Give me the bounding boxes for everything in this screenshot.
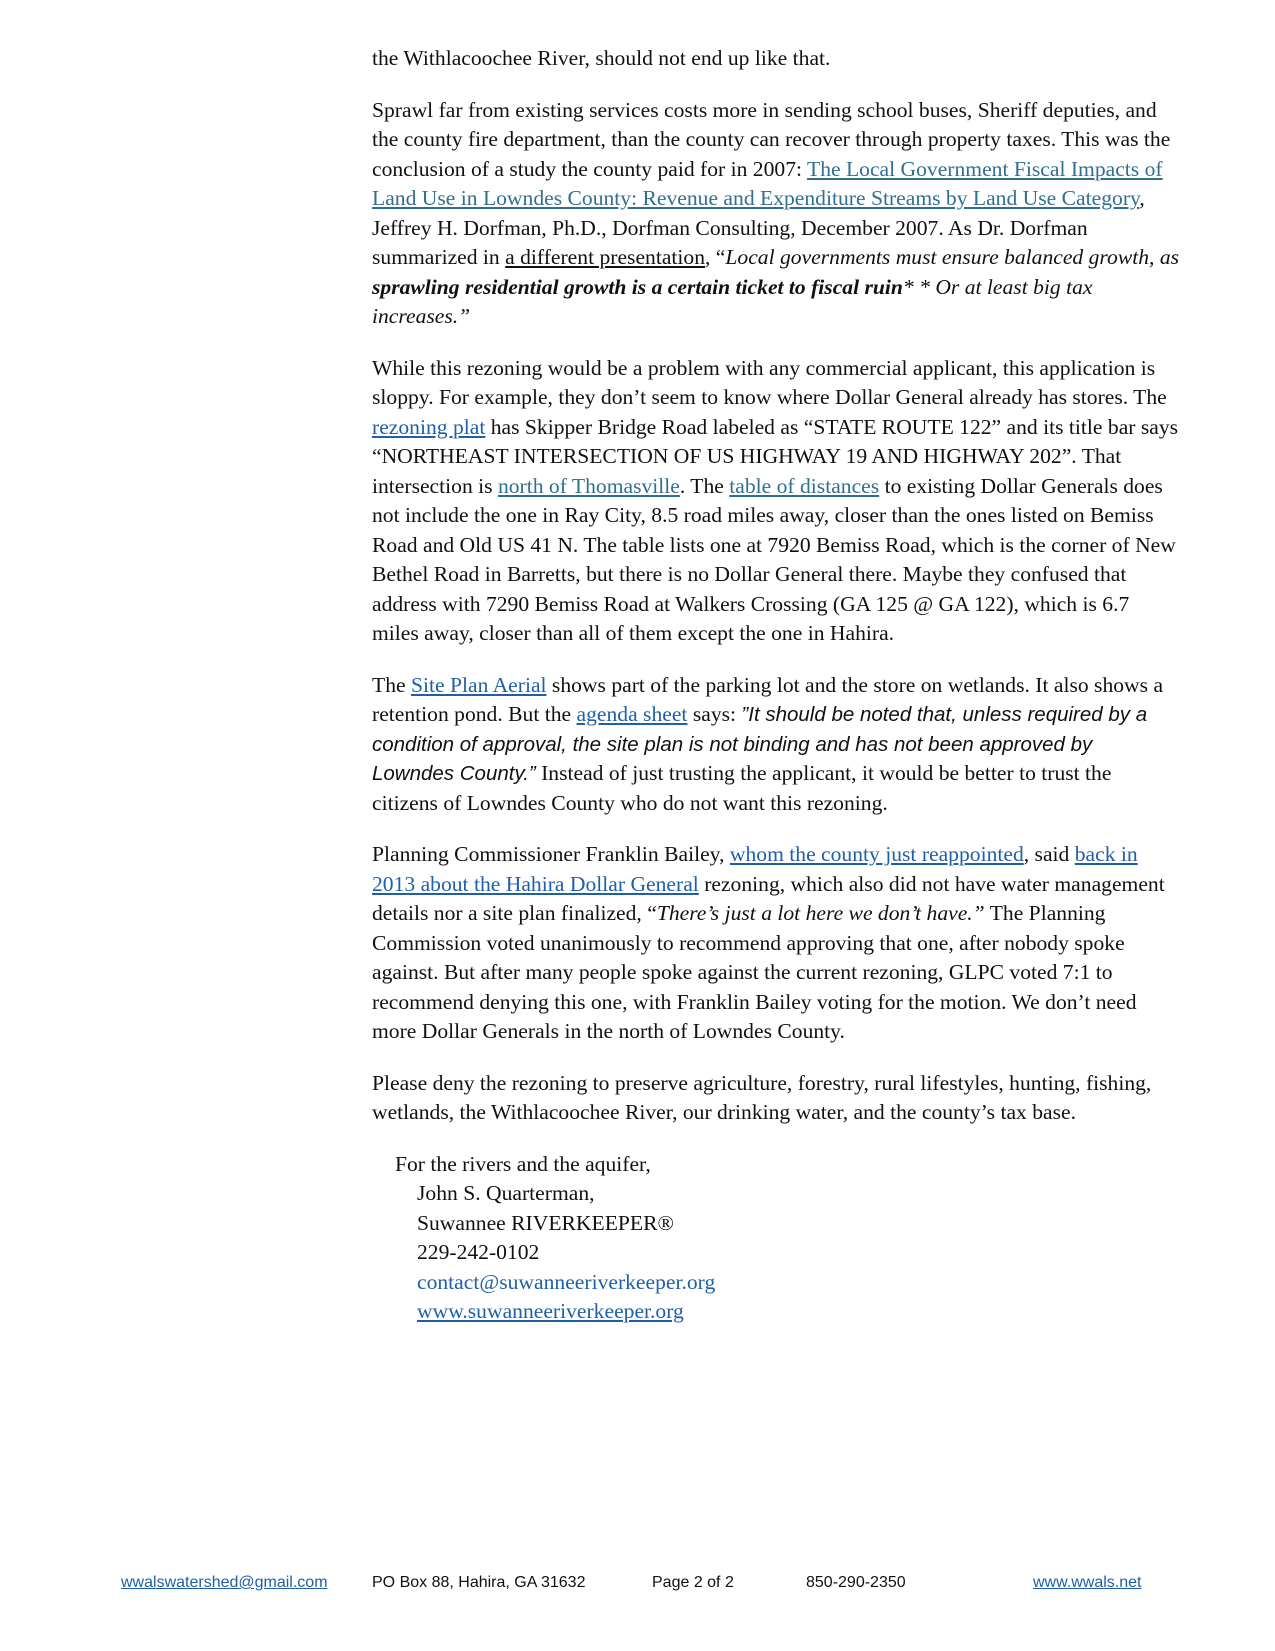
agenda-sheet-link[interactable]: agenda sheet [576, 702, 688, 726]
paragraph-intro-end [372, 44, 1180, 74]
quote-italic: * * Or at least big tax increases.” [372, 274, 1093, 328]
paragraph-text: rezoning, which also did not have water management details nor a site plan finalized, “ [372, 871, 1165, 925]
paragraph-sprawl [372, 96, 1180, 332]
signer-email-row [372, 1268, 1180, 1298]
paragraph-text: , Jeffrey H. Dorfman, Ph.D., Dorfman Consulting, December 2007. As Dr. Dorfman summarized in [372, 186, 1145, 269]
footer-email-wrap [121, 1574, 328, 1592]
fiscal-impacts-study-link[interactable]: The Local Government Fiscal Impacts of Land Use in Lowndes County: Revenue and Expenditure Streams by Land Use Category [372, 156, 1163, 210]
paragraph-text: shows part of the parking lot and the store on wetlands. It also shows a retention pond. But the [372, 672, 1164, 726]
footer-website-link[interactable]: www.wwals.net [1033, 1574, 1142, 1591]
paragraph-text: the Withlacoochee River, should not end up like that. [372, 46, 831, 70]
paragraph-text: Instead of just trusting the applicant, it would be better to trust the citizens of Lowndes County who do not want this rezoning. [372, 761, 1112, 815]
agenda-quote: ”It should be noted that, unless required by a condition of approval, the site plan is not binding and has not been approved by Lowndes County.” [372, 703, 1148, 785]
signer-title: Suwannee RIVERKEEPER® [417, 1210, 674, 1235]
paragraph-text: Sprawl far from existing services costs more in sending school buses, Sheriff deputies, and the county fire department, than the county can recover through property taxes. This was the conclusion of a study the county paid for in 2007: [372, 97, 1171, 181]
paragraph-text: , “ [705, 245, 726, 269]
signer-website-row [372, 1297, 1180, 1327]
signer-phone: 229-242-0102 [417, 1240, 540, 1264]
table-of-distances-link[interactable]: table of distances [729, 473, 880, 498]
closing-line: For the rivers and the aquifer, [395, 1151, 651, 1176]
footer-website-wrap [1033, 1574, 1141, 1592]
signer-email-link[interactable]: contact@suwanneeriverkeeper.org [417, 1269, 716, 1294]
paragraph-sloppy-application [372, 354, 1180, 649]
paragraph-text: The Planning Commission voted unanimously to recommend approving that one, after nobody spoke against. But after many people spoke against the current rezoning, GLPC voted 7:1 to recommend denying this one, with Franklin Bailey voting for the motion. We don’t need more Dollar Generals in the north of Lowndes County. [372, 901, 1137, 1043]
page-footer [0, 1574, 1275, 1600]
site-plan-aerial-link[interactable]: Site Plan Aerial [410, 672, 547, 697]
paragraph-text: . The [679, 473, 730, 498]
rezoning-plat-link[interactable]: rezoning plat [372, 414, 486, 439]
reappointed-link[interactable]: whom the county just reappointed [729, 842, 1024, 866]
paragraph-text: , said [1023, 842, 1075, 866]
quote-bold-italic: sprawling residential growth is a certain ticket to fiscal ruin [372, 274, 903, 299]
quote-italic: Local governments must ensure balanced growth, as [725, 245, 1180, 269]
signer-name: John S. Quarterman, [417, 1181, 595, 1205]
letter-body [372, 44, 1180, 1327]
paragraph-text: The [372, 672, 411, 697]
signature-block [372, 1150, 1180, 1327]
paragraph-request [372, 1069, 1180, 1128]
paragraph-text: to existing Dollar Generals does not include the one in Ray City, 8.5 road miles away, closer than the ones listed on Bemiss Road and Old US 41 N. The table lists one at 7920 Bemiss Road, which is the corner of New Bethel Road in Barretts, but there is no Dollar General there. Maybe they confused that address with 7290 Bemiss Road at Walkers Crossing (GA 125 @ GA 122), which is 6.7 miles away, closer than all of them except the one in Hahira. [372, 473, 1176, 645]
footer-phone: 850-290-2350 [806, 1574, 906, 1591]
paragraph-site-plan [372, 671, 1180, 819]
footer-page-number: Page 2 of 2 [652, 1574, 734, 1591]
paragraph-planning-commission [372, 840, 1180, 1047]
paragraph-text: Please deny the rezoning to preserve agriculture, forestry, rural lifestyles, hunting, fishing, wetlands, the Withlacoochee River, our drinking water, and the county’s tax base. [372, 1070, 1152, 1124]
footer-address: PO Box 88, Hahira, GA 31632 [372, 1574, 586, 1591]
paragraph-text: While this rezoning would be a problem with any commercial applicant, this application is sloppy. For example, they don’t seem to know where Dollar General already has stores. The [372, 355, 1167, 409]
quote-italic: There’s just a lot here we don’t have.” [656, 901, 985, 925]
paragraph-text: says: [687, 702, 742, 726]
footer-email-link[interactable]: wwalswatershed@gmail.com [121, 1574, 328, 1591]
north-of-thomasville-link[interactable]: north of Thomasville [497, 473, 680, 498]
different-presentation-link[interactable]: a different presentation [505, 245, 705, 269]
paragraph-text: Planning Commissioner Franklin Bailey, [372, 842, 730, 866]
hahira-dollar-general-2013-link[interactable]: back in 2013 about the Hahira Dollar General [372, 842, 1138, 896]
paragraph-text: has Skipper Bridge Road labeled as “STATE ROUTE 122” and its title bar says “NORTHEAST INTERSECTION OF US HIGHWAY 19 AND HIGHWAY 202”. That intersection is [372, 414, 1179, 498]
signer-website-link[interactable]: www.suwanneeriverkeeper.org [417, 1299, 684, 1323]
